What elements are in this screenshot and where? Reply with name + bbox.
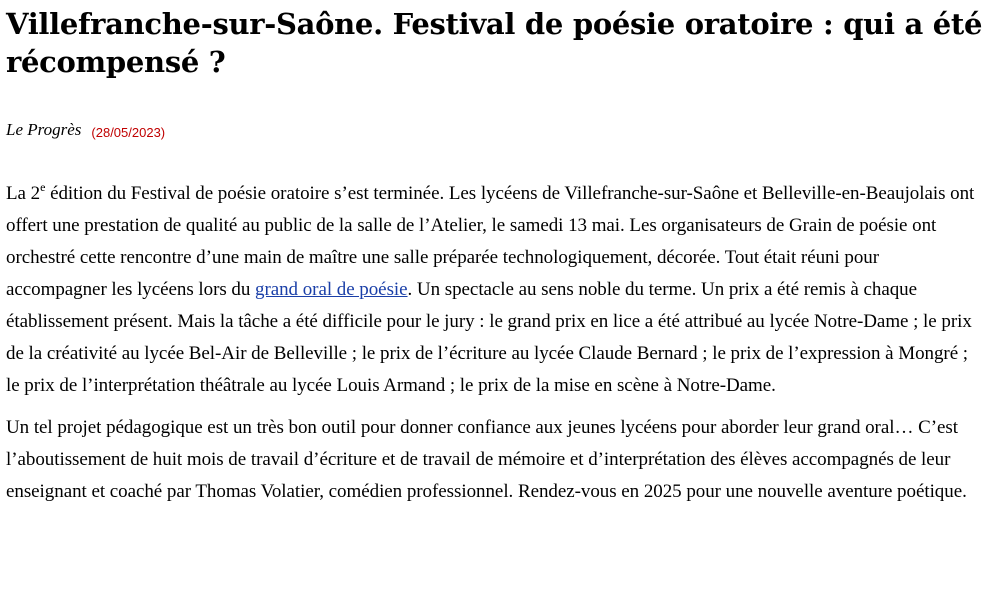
article-body [6,178,984,508]
article-date: (28/05/2023) [91,125,166,140]
grand-oral-link[interactable]: grand oral de poésie [255,279,408,300]
paragraph-1-text: édition du Festival de poésie oratoire s’est terminée. Les lycéens de Villefranche-sur-Saône et Belleville-en-Beaujolais ont offert une prestation de qualité au public de la salle de l’Atelier, le samedi 13 mai. Les organisateurs de Grain de poésie ont orchestré cette rencontre d’une main de maître une salle préparée technologiquement, décorée. Tout était réuni pour accompagner les lycéens lors du [6,183,975,300]
paragraph-1-end: . Un spectacle au sens noble du terme. Un prix a été remis à chaque établissement présent. Mais la tâche a été difficile pour le jury : le grand prix en lice a été attribué au lycée Notre-Dame ; le prix de la créativité au lycée Bel-Air de Belleville ; le prix de l’écriture au lycée Claude Bernard ; le prix de l’expression à Mongré ; le prix de l’interprétation théâtrale au lycée Louis Armand ; le prix de la mise en scène à Notre-Dame. [6,279,972,396]
article-source: Le Progrès [6,120,82,139]
paragraph-1 [6,178,984,402]
article [6,0,984,518]
paragraph-1-start: La 2 [6,183,41,204]
paragraph-2: Un tel projet pédagogique est un très bon outil pour donner confiance aux jeunes lycéens pour aborder leur grand oral… C’est l’aboutissement de huit mois de travail d’écriture et de travail de mémoire et d’interprétation des élèves accompagnés de leur enseignant et coaché par Thomas Volatier, comédien professionnel. Rendez-vous en 2025 pour une nouvelle aventure poétique. [6,417,967,502]
article-title: Villefranche-sur-Saône. Festival de poésie oratoire : qui a été récompensé ? [6,7,983,79]
article-meta [6,120,984,144]
ordinal-superscript: e [40,179,46,194]
